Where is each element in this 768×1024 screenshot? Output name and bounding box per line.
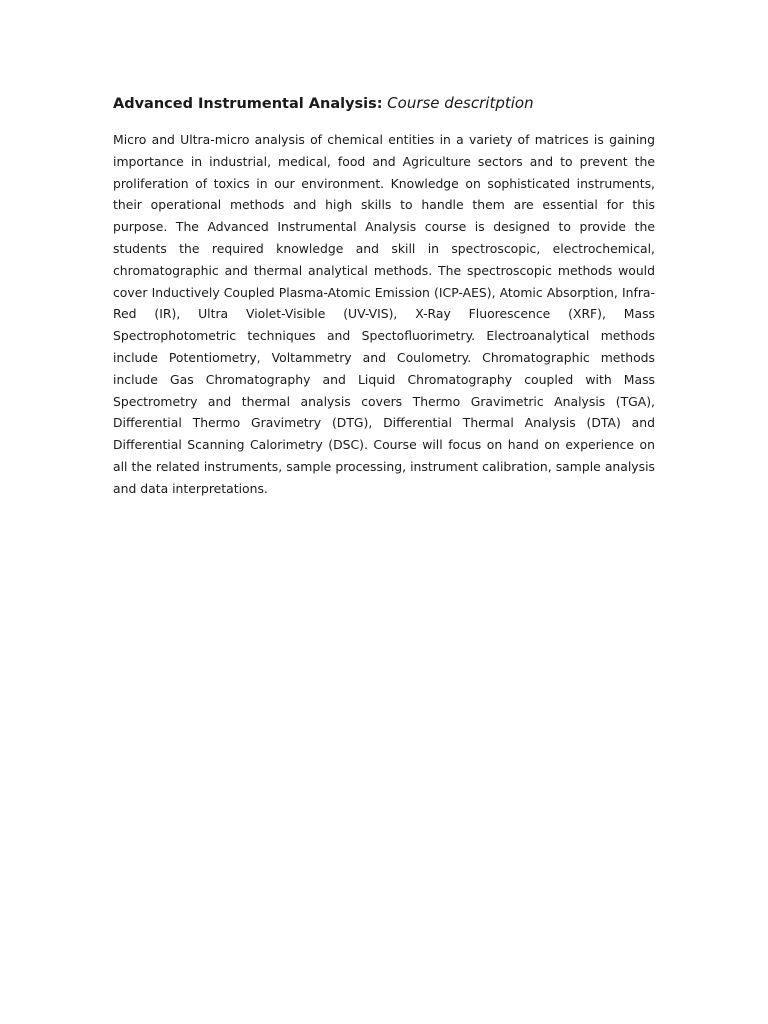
course-description-paragraph: Micro and Ultra-micro analysis of chemical entities in a variety of matrices is gaining importance in industrial, medical, food and Agriculture sectors and to prevent the proliferation of toxics in our environment. Knowledge on sophisticated instruments, their operational methods and high skills to handle them are essential for this purpose. The Advanced Instrumental Analysis course is designed to provide the students the required knowledge and skill in spectroscopic, electrochemical, chromatographic and thermal analytical methods. The spectroscopic methods would cover Inductively Coupled Plasma-Atomic Emission (ICP-AES), Atomic Absorption, Infra-Red (IR), Ultra Violet-Visible (UV-VIS), X-Ray Fluorescence (XRF), Mass Spectrophotometric techniques and Spectofluorimetry. Electroanalytical methods include Potentiometry, Voltammetry and Coulometry. Chromatographic methods include Gas Chromatography and Liquid Chromatography coupled with Mass Spectrometry and thermal analysis covers Thermo Gravimetric Analysis (TGA), Differential Thermo Gravimetry (DTG), Differential Thermal Analysis (DTA) and Differential Scanning Calorimetry (DSC). Course will focus on hand on experience on all the related instruments, sample processing, instrument calibration, sample analysis and data interpretations. — [113, 132, 655, 496]
course-subtitle: Course descritption — [387, 94, 534, 112]
document-content — [113, 92, 655, 500]
document-title — [113, 92, 655, 115]
course-title: Advanced Instrumental Analysis: — [113, 96, 383, 112]
